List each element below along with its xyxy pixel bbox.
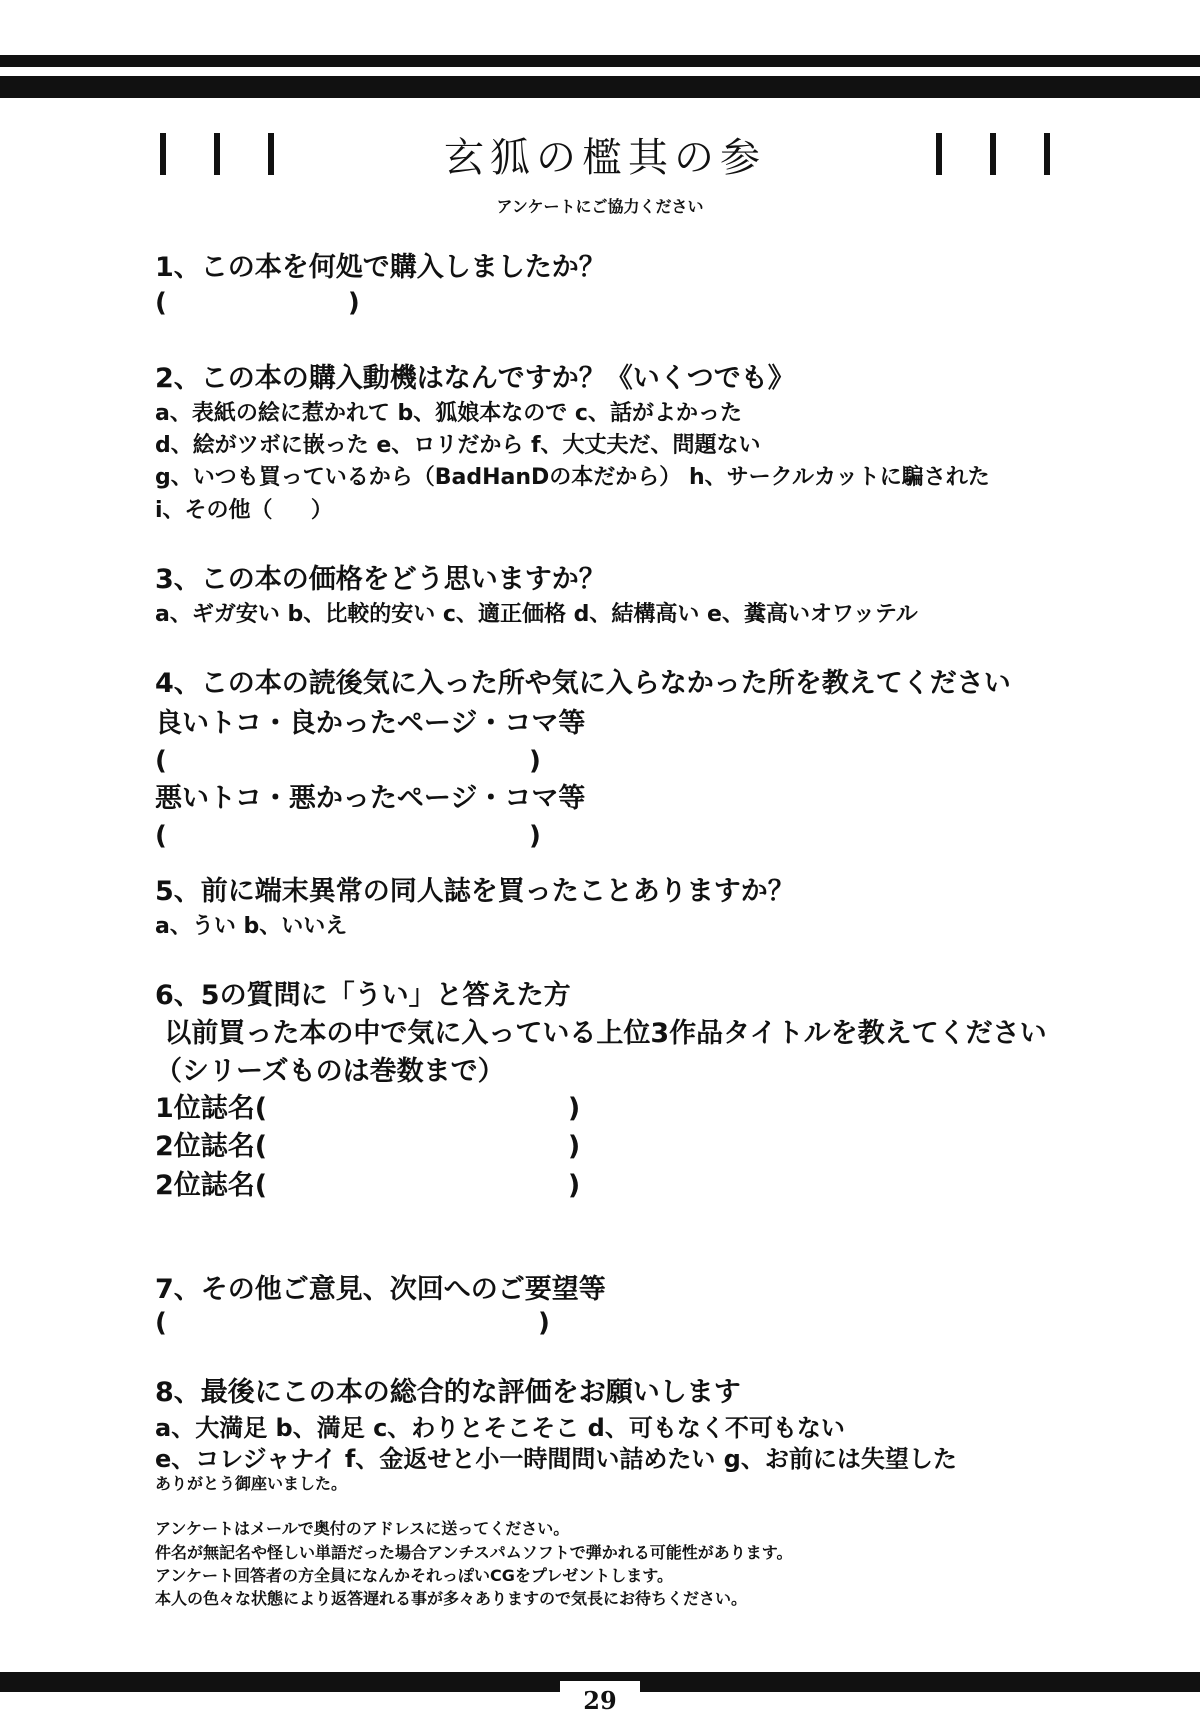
q4-good-label: 良いトコ・良かったページ・コマ等 bbox=[155, 708, 586, 739]
page-title: 玄狐の檻其の参 bbox=[444, 134, 766, 181]
q2-option-line: d、絵がツボに嵌った e、ロリだから f、大丈夫だ、問題ない bbox=[155, 433, 761, 458]
question-5: 5、前に端末異常の同人誌を買ったことありますか？ bbox=[155, 876, 795, 907]
title-bar-ornament bbox=[1044, 133, 1050, 175]
q7-answer-blank: ( ) bbox=[155, 1308, 550, 1338]
note-line: アンケートはメールで奥付のアドレスに送ってください。 bbox=[155, 1519, 570, 1538]
top-border-thin bbox=[0, 55, 1200, 67]
question-7: 7、その他ご意見、次回へのご要望等 bbox=[155, 1274, 606, 1305]
q6-rank-1: 1位誌名( ) bbox=[155, 1093, 581, 1124]
q6-rank-2: 2位誌名( ) bbox=[155, 1131, 581, 1162]
q6-instruction: 以前買った本の中で気に入っている上位3作品タイトルを教えてください bbox=[155, 1018, 1047, 1049]
title-bars-right bbox=[936, 133, 1050, 175]
q6-note: （シリーズものは巻数まで） bbox=[155, 1056, 505, 1087]
q6-rank-3: 2位誌名( ) bbox=[155, 1170, 581, 1201]
q2-option-line: i、その他（ ） bbox=[155, 498, 333, 523]
q4-bad-label: 悪いトコ・悪かったページ・コマ等 bbox=[155, 783, 586, 814]
thanks-text: ありがとう御座いました。 bbox=[155, 1474, 348, 1493]
top-border-thick bbox=[0, 76, 1200, 98]
question-2: 2、この本の購入動機はなんですか？《いくつでも》 bbox=[155, 363, 795, 394]
page-subtitle: アンケートにご協力ください bbox=[496, 197, 704, 216]
question-6: 6、5の質問に「うい」と答えた方 bbox=[155, 980, 571, 1011]
title-bar-ornament bbox=[214, 133, 220, 175]
q3-options: a、ギガ安い b、比較的安い c、適正価格 d、結構高い e、糞高いオワッテル bbox=[155, 602, 918, 627]
q2-option-line: g、いつも買っているから（BadHanDの本だから） h、サークルカットに騙された bbox=[155, 465, 990, 490]
q4-bad-blank: ( ) bbox=[155, 821, 541, 851]
title-bar-ornament bbox=[268, 133, 274, 175]
page-number: 29 bbox=[560, 1681, 640, 1721]
title-bar-ornament bbox=[936, 133, 942, 175]
q4-good-blank: ( ) bbox=[155, 746, 541, 776]
title-bars-left bbox=[160, 133, 274, 175]
q5-options: a、うい b、いいえ bbox=[155, 914, 348, 939]
q8-option-line: a、大満足 b、満足 c、わりとそこそこ d、可もなく不可もない bbox=[155, 1414, 845, 1442]
question-4: 4、この本の読後気に入った所や気に入らなかった所を教えてください bbox=[155, 668, 1011, 699]
title-row bbox=[160, 126, 1050, 182]
title-bar-ornament bbox=[160, 133, 166, 175]
question-1: 1、この本を何処で購入しましたか？ bbox=[155, 252, 606, 283]
note-line: 件名が無記名や怪しい単語だった場合アンチスパムソフトで弾かれる可能性があります。 bbox=[155, 1543, 793, 1562]
note-line: 本人の色々な状態により返答遅れる事が多々ありますので気長にお待ちください。 bbox=[155, 1589, 748, 1608]
q2-option-line: a、表紙の絵に惹かれて b、狐娘本なので c、話がよかった bbox=[155, 401, 742, 426]
title-bar-ornament bbox=[990, 133, 996, 175]
question-3: 3、この本の価格をどう思いますか？ bbox=[155, 564, 606, 595]
q1-answer-blank: ( ) bbox=[155, 288, 360, 318]
note-line: アンケート回答者の方全員になんかそれっぽいCGをプレゼントします。 bbox=[155, 1566, 673, 1585]
q8-option-line: e、コレジャナイ f、金返せと小一時間問い詰めたい g、お前には失望した bbox=[155, 1445, 957, 1473]
question-8: 8、最後にこの本の総合的な評価をお願いします bbox=[155, 1377, 741, 1408]
